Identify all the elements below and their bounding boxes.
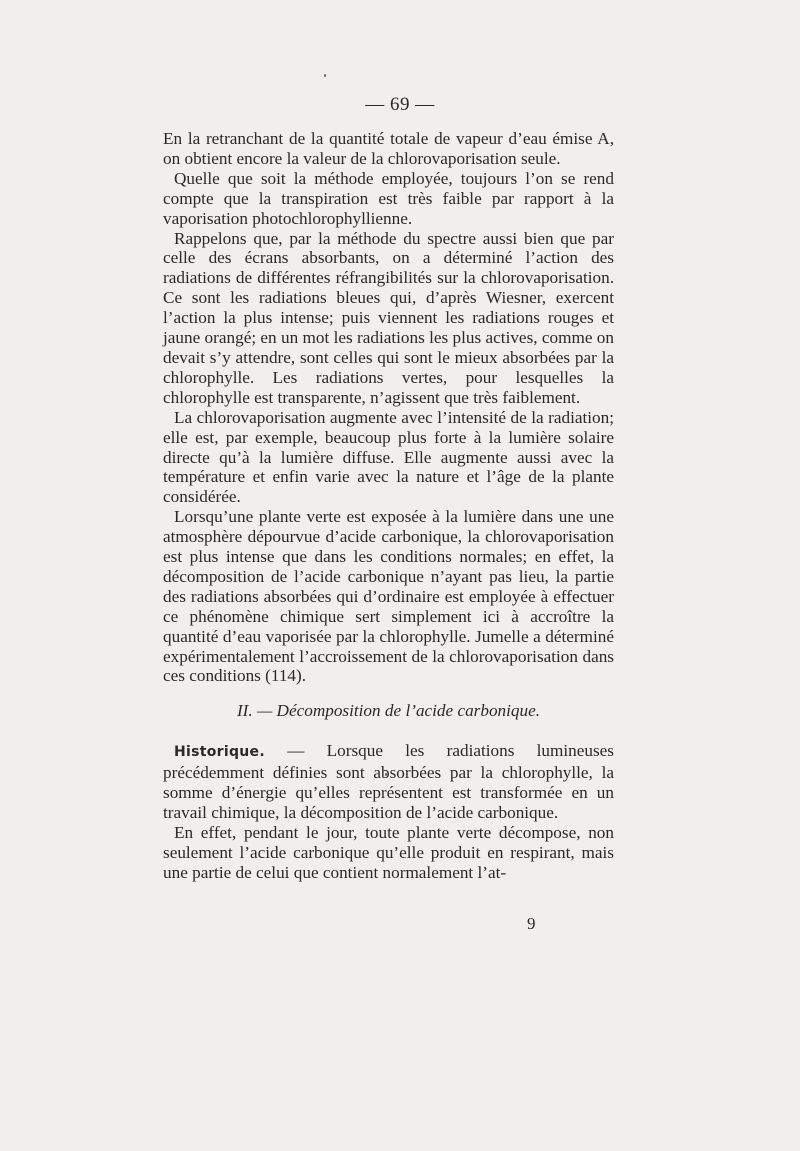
print-speck — [324, 74, 326, 77]
page-number: — 69 — — [365, 94, 435, 115]
section-heading: II. — Décomposition de l’acide carbonique. — [236, 701, 541, 721]
signature-mark: 9 — [527, 914, 536, 933]
paragraph: La chlorovaporisation augmente avec l’intensité de la radiation; elle est, par exemple, beaucoup plus forte à la lumière solaire directe qu’à la lumière diffuse. Elle augmente aussi avec la température et enfin varie avec la nature et l’âge de la plante considérée. — [163, 407, 614, 507]
historique-lead-in: Historique. — [174, 744, 265, 761]
historique-text: — Lorsque les radiations lumineuses précédemment définies sont absorbées par la chlorophylle, la somme d’énergie qu’elles représentent est transformée en un travail chimique, la décomposition de l’acide carbonique. — [163, 741, 614, 823]
paragraph: En effet, pendant le jour, toute plante verte décompose, non seulement l’acide carbonique qu’elle produit en respirant, mais une partie de celui que contient normalement l’at- — [163, 823, 614, 882]
paragraph: Quelle que soit la méthode employée, toujours l’on se rend compte que la transpiration est très faible par rapport à la vaporisation photochlorophyllienne. — [163, 168, 614, 228]
paragraph: En la retranchant de la quantité totale de vapeur d’eau émise A, on obtient encore la valeur de la chlorovaporisation seule. — [163, 129, 614, 168]
paragraph: Lorsqu’une plante verte est exposée à la lumière dans une une atmosphère dépourvue d’acide carbonique, la chlorovaporisation est plus intense que dans les conditions normales; en effet, la décomposition de l’acide carbonique n’ayant pas lieu, la partie des radiations absorbées qui d’ordinaire est employée à effectuer ce phénomène chimique sert simplement ici à accroître la quantité d’eau vaporisée par la chlorophylle. Jumelle a déterminé expérimentalement l’accroissement de la chlorovaporisation dans ces conditions (114). — [163, 507, 614, 686]
paragraph: Rappelons que, par la méthode du spectre aussi bien que par celle des écrans absorbants, on a déterminé l’action des radiations de différentes réfrangibilités sur la chlorovaporisation. Ce sont les radiations bleues qui, d’après Wiesner, exercent l’action la plus intense; puis viennent les radiations rouges et jaune orangé; en un mot les radiations les plus actives, comme on devait s’y attendre, sont celles qui sont le mieux absorbées par la chlorophylle. Les radiations vertes, pour lesquelles la chlorophylle est transparente, n’agissent que très faiblement. — [163, 228, 614, 407]
page-body — [163, 129, 614, 883]
paragraph-historique — [163, 741, 614, 823]
